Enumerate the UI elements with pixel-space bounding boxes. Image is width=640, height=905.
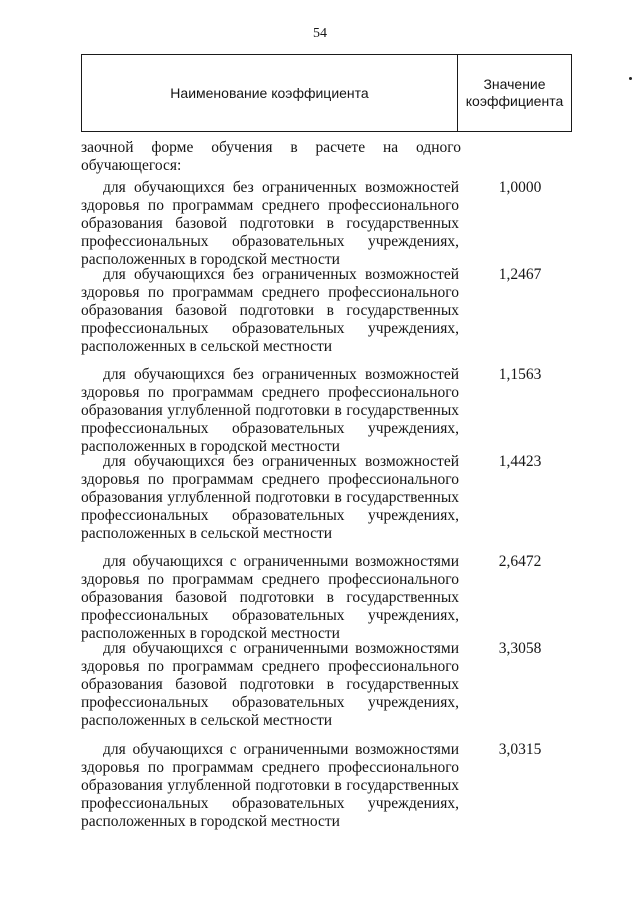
- coefficient-description: для обучающихся с ограниченными возможностями здоровья по программам среднего профессионального образования базовой подготовки в государственных профессиональных образовательных учреждениях, расположенных в сельской местности: [81, 640, 459, 729]
- scan-artifact-dot: [629, 77, 632, 80]
- table-row: [81, 453, 571, 543]
- table-row: [81, 366, 571, 456]
- coefficient-value: 1,2467: [498, 266, 542, 283]
- table-row: [81, 266, 571, 356]
- coefficient-description: для обучающихся с ограниченными возможностями здоровья по программам среднего профессионального образования углубленной подготовки в государственных профессиональных образовательных учреждениях, расположенных в городской местности: [81, 741, 459, 830]
- coefficient-value: 1,4423: [498, 453, 542, 470]
- column-header-name: Наименование коэффициента: [170, 85, 369, 101]
- coefficient-description: для обучающихся с ограниченными возможностями здоровья по программам среднего профессионального образования базовой подготовки в государственных профессиональных образовательных учреждениях, расположенных в городской местности: [81, 553, 459, 642]
- table-row: [81, 741, 571, 831]
- coefficient-value: 1,1563: [498, 366, 542, 383]
- coefficient-description: для обучающихся без ограниченных возможностей здоровья по программам среднего профессионального образования углубленной подготовки в государственных профессиональных образовательных учреждениях, расположенных в городской местности: [81, 366, 459, 455]
- page-number: 54: [313, 26, 327, 41]
- table-header: [81, 54, 572, 132]
- column-header-value: Значение коэффициента: [465, 76, 564, 109]
- coefficient-value: 2,6472: [498, 553, 542, 570]
- coefficient-value: 3,0315: [498, 741, 542, 758]
- coefficient-description: для обучающихся без ограниченных возможностей здоровья по программам среднего профессионального образования углубленной подготовки в государственных профессиональных образовательных учреждениях, расположенных в сельской местности: [81, 453, 459, 542]
- table-row: [81, 553, 571, 643]
- coefficient-value: 1,0000: [498, 179, 542, 196]
- intro-text: заочной форме обучения в расчете на одного обучающегося:: [81, 139, 461, 174]
- table-row: [81, 640, 571, 730]
- table-row: [81, 179, 571, 269]
- coefficient-description: для обучающихся без ограниченных возможностей здоровья по программам среднего профессионального образования базовой подготовки в государственных профессиональных образовательных учреждениях, расположенных в городской местности: [81, 179, 459, 268]
- coefficient-value: 3,3058: [498, 640, 542, 657]
- coefficient-description: для обучающихся без ограниченных возможностей здоровья по программам среднего профессионального образования базовой подготовки в государственных профессиональных образовательных учреждениях, расположенных в сельской местности: [81, 266, 459, 355]
